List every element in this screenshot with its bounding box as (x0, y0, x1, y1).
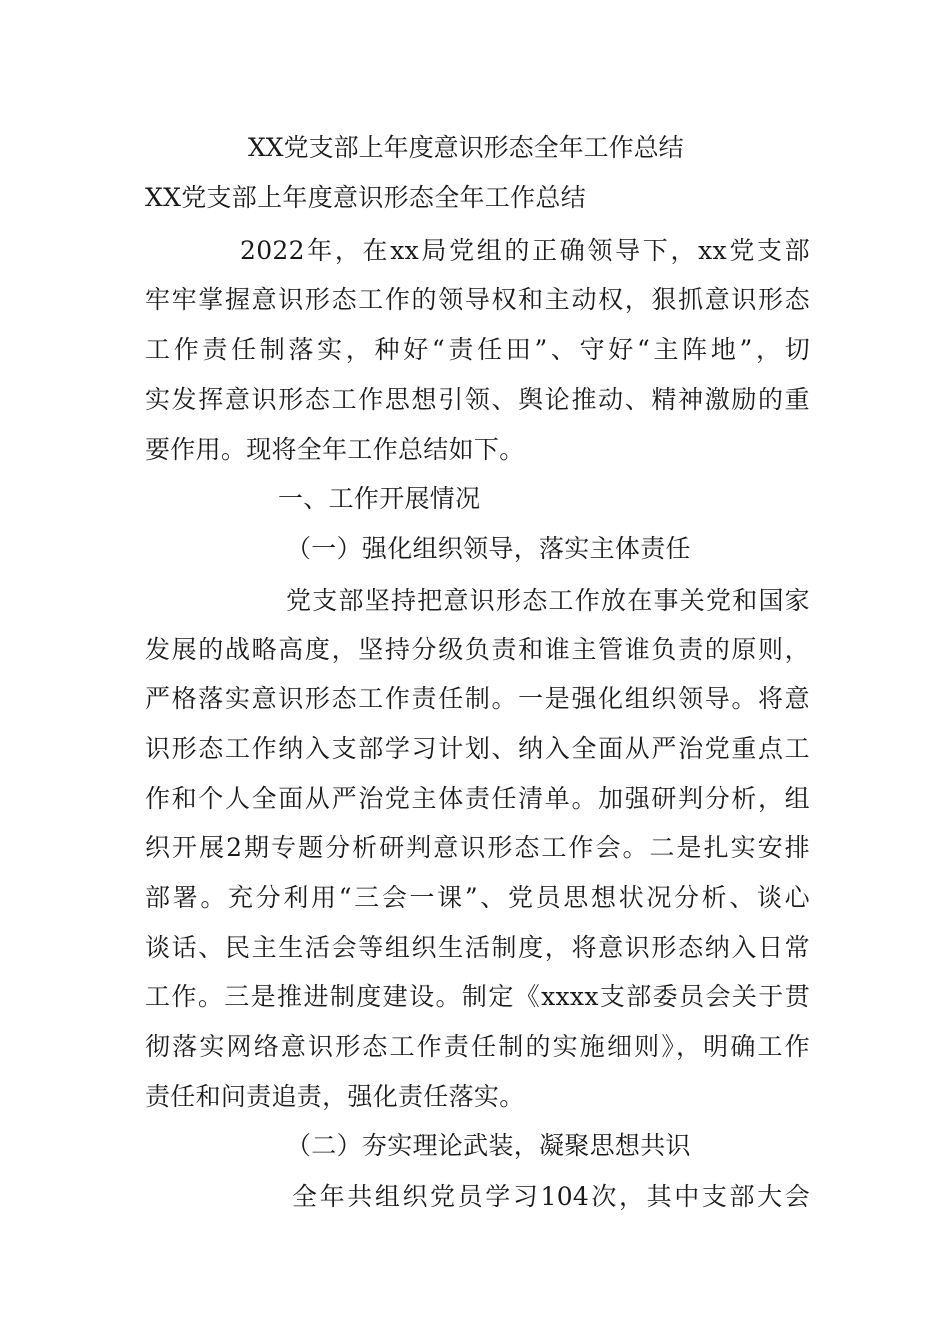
sub1-line-4: 识形态工作纳入支部学习计划、纳入全面从严治党重点工 (145, 734, 810, 763)
sub1-line-6: 织开展2期专题分析研判意识形态工作会。二是扎实安排 (145, 833, 810, 862)
sub1-line-11: 责任和问责追责，强化责任落实。 (145, 1082, 525, 1111)
document-title: XX党支部上年度意识形态全年工作总结 (248, 133, 684, 162)
sub1-line-7: 部署。充分利用“三会一课”、党员思想状况分析、谈心 (145, 883, 810, 912)
sub1-line-5: 作和个人全面从严治党主体责任清单。加强研判分析，组 (145, 784, 810, 813)
sub1-line-2: 发展的战略高度，坚持分级负责和谁主管谁负责的原则， (145, 635, 810, 664)
sub1-line-3: 严格落实意识形态工作责任制。一是强化组织领导。将意 (145, 684, 810, 713)
intro-line-2: 牢牢掌握意识形态工作的领导权和主动权，狠抓意识形态 (145, 285, 810, 314)
sub1-line-1: 党支部坚持把意识形态工作放在事关党和国家 (286, 586, 810, 615)
sub1-heading: （一）强化组织领导，落实主体责任 (286, 534, 691, 563)
intro-line-1: 2022年，在xx局党组的正确领导下，xx党支部 (240, 236, 810, 265)
intro-line-4: 实发挥意识形态工作思想引领、舆论推动、精神激励的重 (145, 385, 810, 414)
document-subtitle: XX党支部上年度意识形态全年工作总结 (145, 183, 586, 212)
intro-line-3: 工作责任制落实，种好“责任田”、守好“主阵地”，切 (145, 335, 810, 364)
sub2-heading: （二）夯实理论武装，凝聚思想共识 (286, 1131, 691, 1160)
sub1-line-10: 彻落实网络意识形态工作责任制的实施细则》，明确工作 (145, 1032, 810, 1061)
sub2-line-1: 全年共组织党员学习104次，其中支部大会 (292, 1182, 810, 1211)
sub1-line-8: 谈话、民主生活会等组织生活制度，将意识形态纳入日常 (145, 933, 810, 962)
section1-heading: 一、工作开展情况 (278, 484, 481, 513)
sub1-line-9: 工作。三是推进制度建设。制定《xxxx支部委员会关于贯 (145, 982, 810, 1011)
intro-line-5: 要作用。现将全年工作总结如下。 (145, 435, 525, 464)
